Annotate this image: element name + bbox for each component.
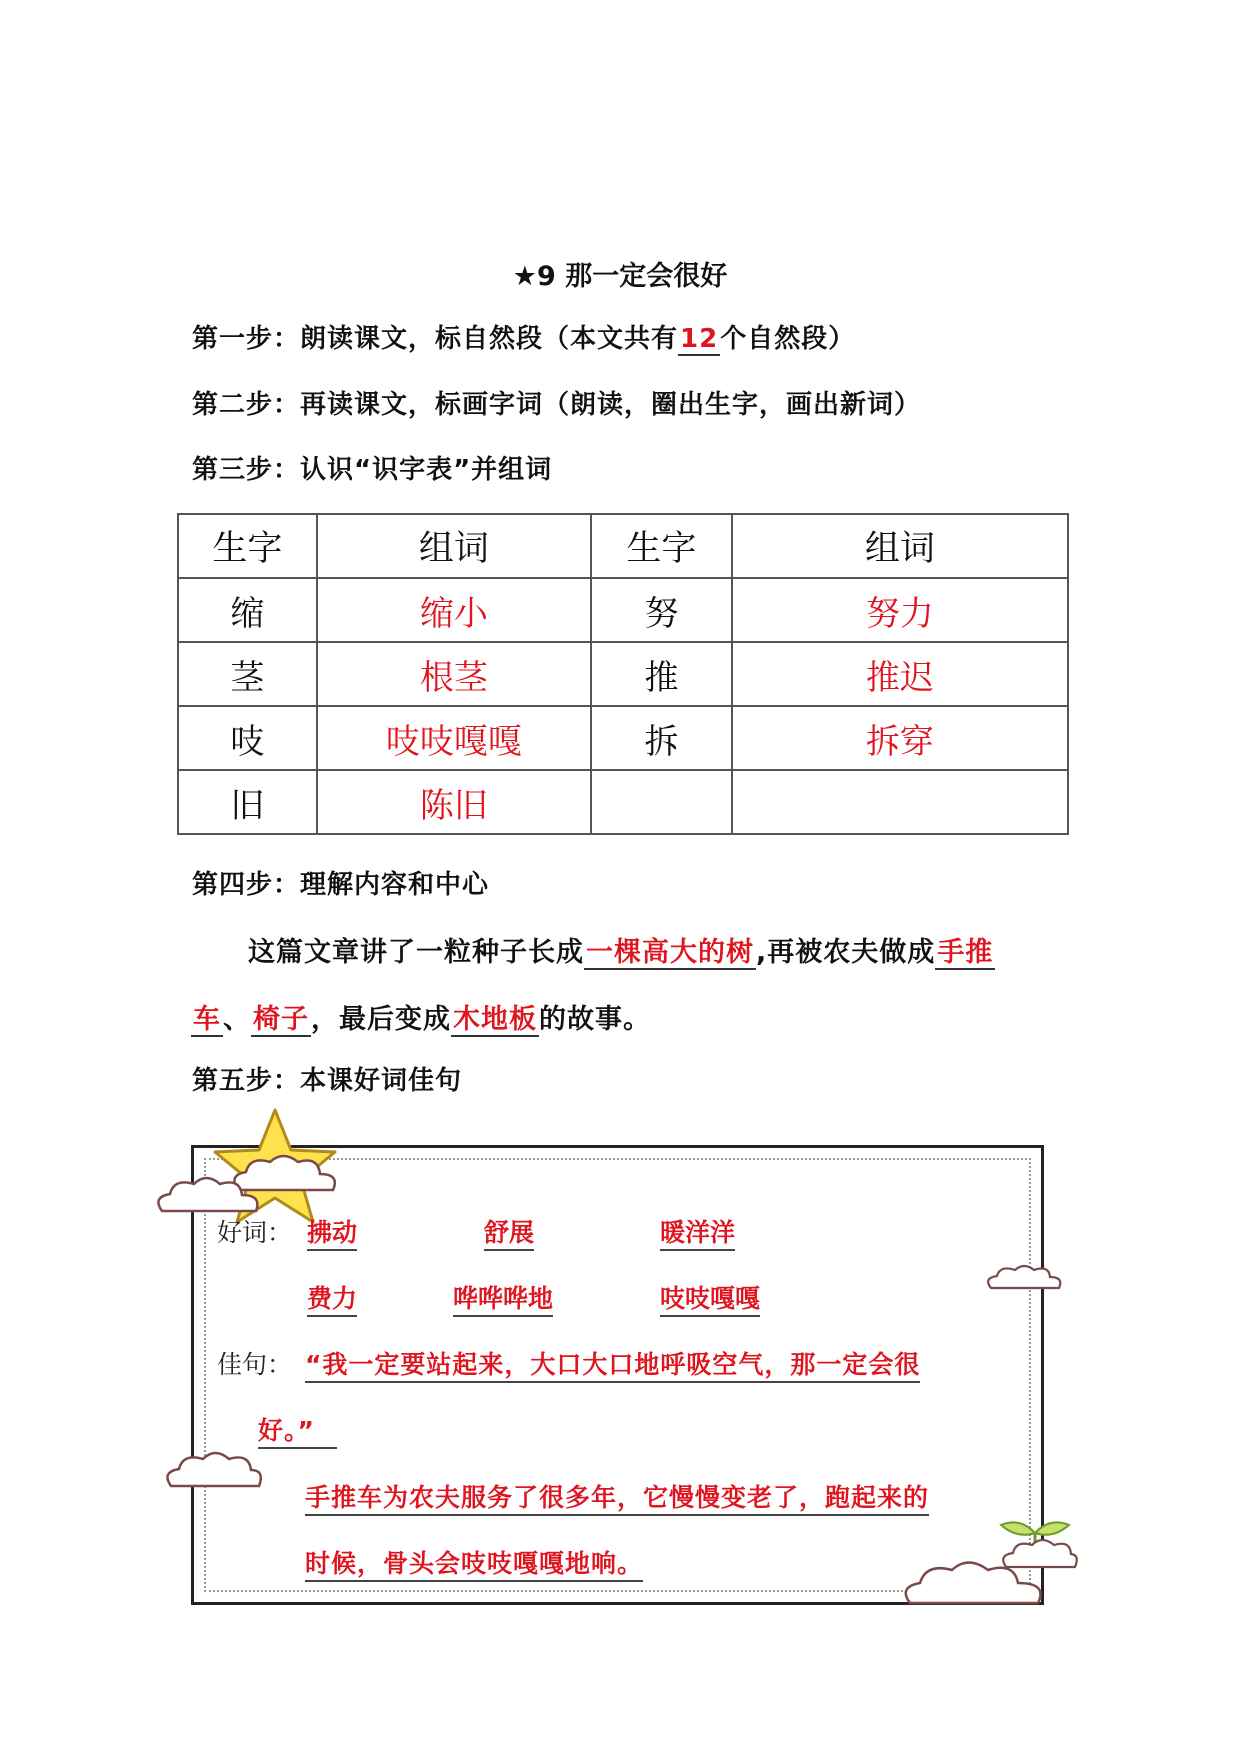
good-word xyxy=(484,1213,534,1249)
cloud-icon xyxy=(900,1555,1050,1613)
step-5: 第五步：本课好词佳句 xyxy=(192,1066,463,1096)
good-word xyxy=(660,1213,735,1249)
word-cell: 推迟 xyxy=(732,642,1068,706)
page-title: ★9 那一定会很好 xyxy=(512,261,728,292)
word-cell: 拆穿 xyxy=(732,706,1068,770)
word-cell: 缩小 xyxy=(317,578,591,642)
header-char: 生字 xyxy=(591,514,732,578)
char-cell: 旧 xyxy=(178,770,317,834)
summary-text: 这篇文章讲了一粒种子长成 xyxy=(248,937,584,968)
summary-text: 、 xyxy=(223,1004,251,1035)
word-cell: 努力 xyxy=(732,578,1068,642)
answer-blank: 车 xyxy=(193,1004,221,1035)
good-word xyxy=(307,1213,357,1249)
char-cell: 拆 xyxy=(591,706,732,770)
word-cell xyxy=(732,770,1068,834)
good-words-label: 好词： xyxy=(217,1218,293,1247)
paragraph-count: 12 xyxy=(680,324,719,354)
good-sentence xyxy=(305,1478,929,1514)
table-row xyxy=(178,642,1068,706)
word-cell: 根茎 xyxy=(317,642,591,706)
good-word-text: 哗哗哗地 xyxy=(453,1284,553,1317)
vocab-header-row xyxy=(178,514,1068,578)
word-cell: 吱吱嘎嘎 xyxy=(317,706,591,770)
good-word-text: 费力 xyxy=(307,1284,357,1317)
good-word-text: 舒展 xyxy=(484,1218,534,1251)
step-1-label: 第一步：朗读课文，标自然段（本文共有 xyxy=(192,324,679,354)
char-cell xyxy=(591,770,732,834)
step-1 xyxy=(192,318,855,355)
cloud-icon xyxy=(985,1262,1065,1296)
good-sentence xyxy=(258,1411,337,1447)
good-sentences-label: 佳句： xyxy=(217,1350,293,1379)
summary-text: 的故事。 xyxy=(539,1004,651,1035)
good-word-text: 吱吱嘎嘎 xyxy=(660,1284,760,1317)
sentence-text: 手推车为农夫服务了很多年，它慢慢变老了，跑起来的 xyxy=(305,1483,929,1516)
char-cell: 努 xyxy=(591,578,732,642)
table-row xyxy=(178,706,1068,770)
cloud-icon xyxy=(163,1448,267,1496)
table-row xyxy=(178,770,1068,834)
answer-blank: 手推 xyxy=(937,937,994,968)
sentence-text: 时候，骨头会吱吱嘎嘎地响。 xyxy=(305,1549,643,1582)
summary-line-2 xyxy=(191,997,651,1036)
header-word: 组词 xyxy=(317,514,591,578)
good-word-text: 暖洋洋 xyxy=(660,1218,735,1251)
step-2: 第二步：再读课文，标画字词（朗读，圈出生字，画出新词） xyxy=(192,390,922,420)
sentence-text: 好。” xyxy=(258,1416,337,1449)
step-4: 第四步：理解内容和中心 xyxy=(192,870,490,900)
answer-blank: 木地板 xyxy=(453,1004,537,1035)
good-word xyxy=(307,1279,357,1315)
step-1-suffix: 个自然段） xyxy=(720,324,856,354)
char-cell: 茎 xyxy=(178,642,317,706)
summary-line-1 xyxy=(248,930,995,969)
header-char: 生字 xyxy=(178,514,317,578)
header-word: 组词 xyxy=(732,514,1068,578)
answer-blank: 一棵高大的树 xyxy=(586,937,754,968)
good-sentence xyxy=(305,1544,643,1580)
char-cell: 缩 xyxy=(178,578,317,642)
vocab-table xyxy=(177,513,1069,835)
step-3: 第三步：认识“识字表”并组词 xyxy=(192,455,553,485)
table-row xyxy=(178,578,1068,642)
word-cell: 陈旧 xyxy=(317,770,591,834)
char-cell: 吱 xyxy=(178,706,317,770)
answer-blank: 椅子 xyxy=(253,1004,309,1035)
good-sentence xyxy=(305,1345,920,1381)
good-word xyxy=(660,1279,760,1315)
char-cell: 推 xyxy=(591,642,732,706)
summary-text: ,再被农夫做成 xyxy=(756,937,936,968)
good-word-text: 拂动 xyxy=(307,1218,357,1251)
sentence-text: “我一定要站起来，大口大口地呼吸空气，那一定会很 xyxy=(305,1350,920,1383)
summary-text: ，最后变成 xyxy=(311,1004,451,1035)
good-word xyxy=(453,1279,553,1315)
